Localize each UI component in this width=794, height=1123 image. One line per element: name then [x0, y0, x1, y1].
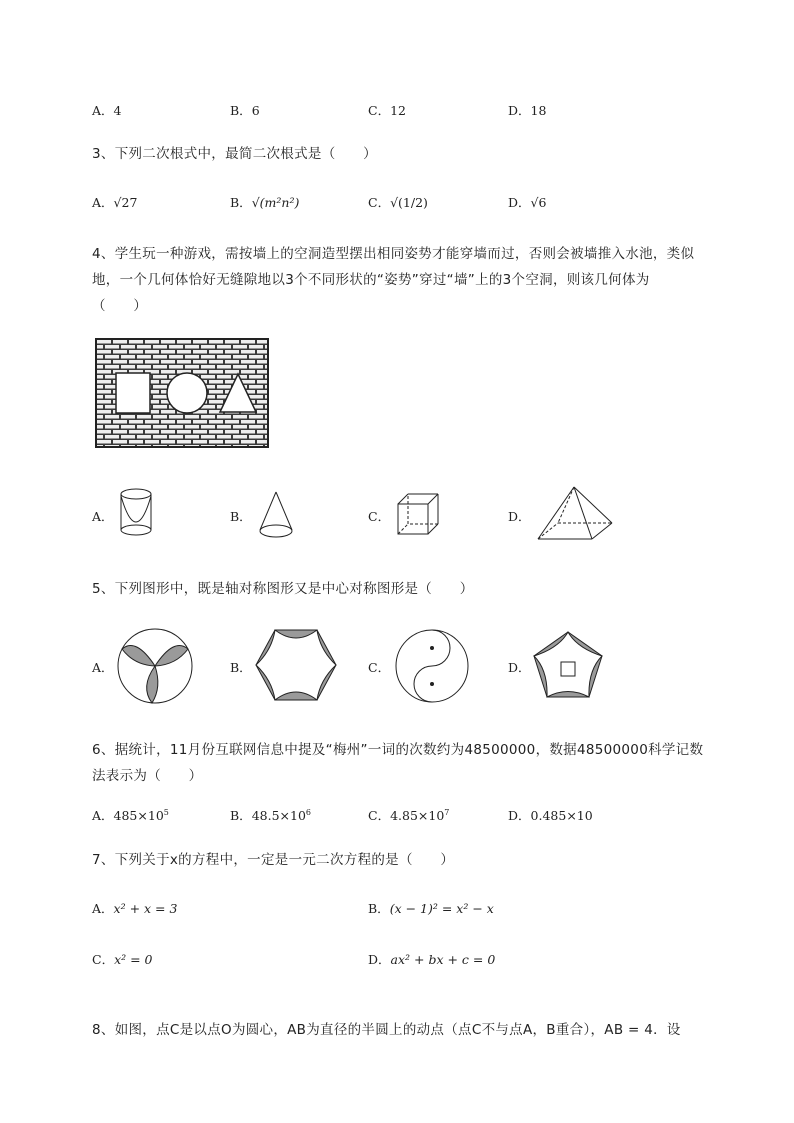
q3-option-a: A．√27 — [92, 195, 138, 210]
q3-option-d: D．√6 — [508, 195, 547, 210]
q3-option-c: C．√(1/2) — [368, 195, 428, 210]
q2-option-a: A．4 — [92, 103, 122, 118]
q2-option-c: C．12 — [368, 103, 406, 118]
q5-option-d-label: D． — [508, 660, 531, 675]
square-hole-icon — [116, 373, 150, 413]
pyramid-icon — [536, 485, 614, 543]
q6-stem-line2: 法表示为（ ） — [92, 768, 203, 784]
q3-stem: 3、下列二次根式中，最简二次根式是（ ） — [92, 146, 377, 162]
q7-option-c: C．x² = 0 — [92, 952, 153, 967]
q7-option-b: B．(x − 1)² = x² − x — [368, 901, 494, 916]
yin-yang-icon — [394, 628, 470, 704]
q7-option-d: D．ax² + bx + c = 0 — [368, 952, 496, 967]
pentagon-square-icon — [532, 630, 604, 700]
q5-stem: 5、下列图形中，既是轴对称图形又是中心对称图形是（ ） — [92, 581, 474, 597]
circle-hole-icon — [167, 373, 207, 413]
q4-stem-line2: 地，一个几何体恰好无缝隙地以3个不同形状的“姿势”穿过“墙”上的3个空洞，则该几何体为 — [92, 272, 650, 288]
q6-option-b: B．$48.5\times 10^6$ — [230, 807, 311, 823]
q7-option-a: A．x² + x = 3 — [92, 901, 178, 916]
circle-petals-icon — [116, 627, 194, 705]
q3-option-b: B．√(m²n²) — [230, 195, 300, 210]
q2-option-b: B．6 — [230, 103, 260, 118]
q4-option-d-label: D． — [508, 509, 531, 524]
q4-option-a-label: A． — [92, 509, 114, 524]
q4-stem-line3: （ ） — [92, 298, 148, 314]
q2-option-d: D．18 — [508, 103, 547, 118]
hexagon-arcs-icon — [254, 628, 338, 702]
cylinder-icon — [116, 488, 156, 538]
q4-stem-line1: 4、学生玩一种游戏，需按墙上的空洞造型摆出相同姿势才能穿墙而过，否则会被墙推入水池，类似 — [92, 246, 695, 262]
q6-stem-line1: 6、据统计，11月份互联网信息中提及“梅州”一词的次数约为48500000，数据48500000科学记数 — [92, 742, 704, 758]
q6-option-d: D．0.485×10 — [508, 808, 593, 823]
q5-option-c-label: C． — [368, 660, 391, 675]
cone-icon — [256, 490, 296, 542]
q6-option-a: A．$485\times 10^5$ — [92, 807, 169, 823]
q5-option-b-label: B． — [230, 660, 252, 675]
q7-stem: 7、下列关于x的方程中，一定是一元二次方程的是（ ） — [92, 852, 455, 868]
brick-wall-figure — [96, 339, 268, 447]
q6-option-c: C．$4.85\times 10^7$ — [368, 807, 450, 823]
q4-option-c-label: C． — [368, 509, 391, 524]
q8-stem: 8、如图，点C是以点O为圆心，AB为直径的半圆上的动点（点C不与点A，B重合），AB = 4．设 — [92, 1022, 681, 1038]
q4-option-b-label: B． — [230, 509, 252, 524]
q5-option-a-label: A． — [92, 660, 114, 675]
cube-icon — [396, 492, 442, 538]
